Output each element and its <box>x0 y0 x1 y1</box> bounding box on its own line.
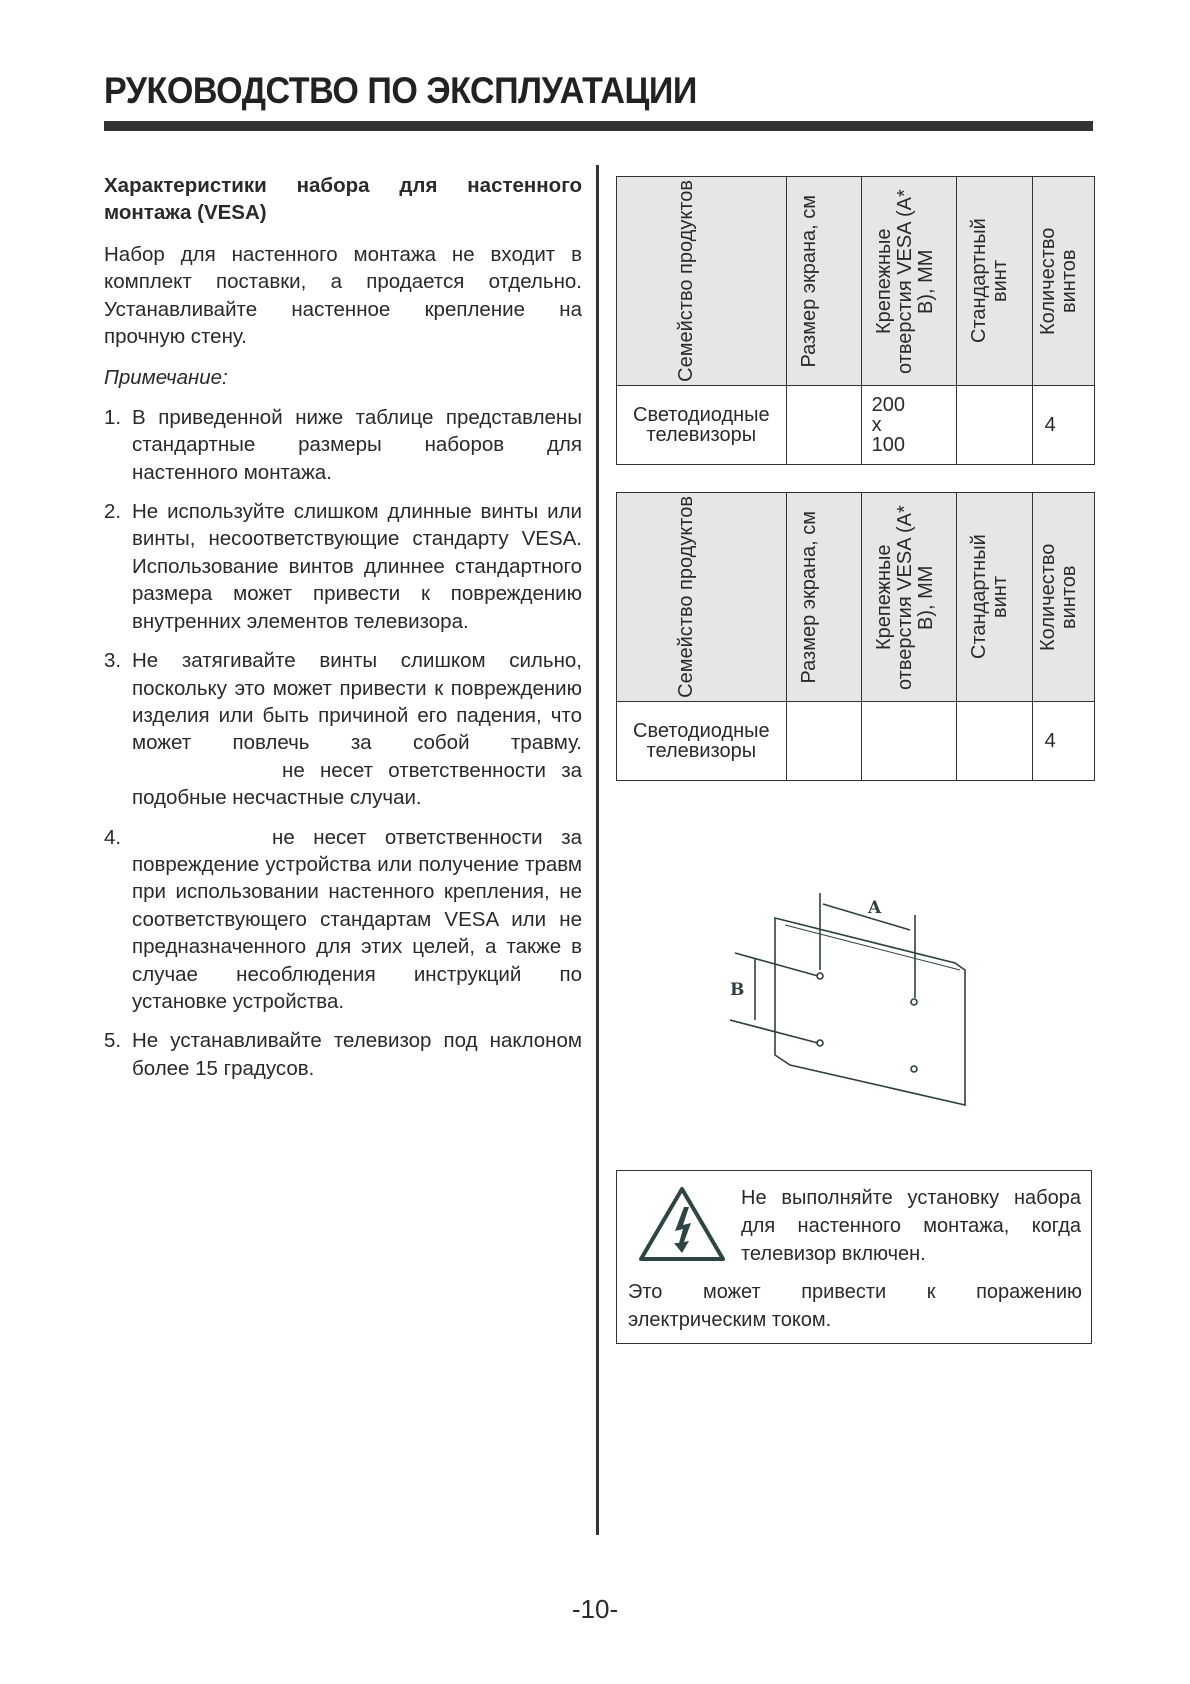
table-cell <box>786 702 861 781</box>
header-cell: Семейство продуктов <box>675 180 698 382</box>
note-label: Примечание: <box>104 366 228 390</box>
header-cell: Количество винтов <box>1037 543 1081 651</box>
table-cell <box>786 386 861 465</box>
table-cell <box>956 386 1032 465</box>
table-cell: Светодиодные телевизоры <box>617 702 787 781</box>
label-a: A <box>868 898 882 918</box>
notes-list <box>104 404 582 1082</box>
header-cell: Размер экрана, см <box>797 194 820 368</box>
header-cell: Семейство продуктов <box>675 496 698 698</box>
vesa-table-1 <box>616 176 1095 465</box>
page-number: -10- <box>571 1594 619 1624</box>
warning-box <box>616 1170 1092 1344</box>
warning-consequence: Это может привести к поражению электрическим током. <box>628 1281 1082 1331</box>
left-column <box>104 172 582 1094</box>
list-item: 1. В приведенной ниже таблице представлены стандартные размеры наборов для настенного монтажа. <box>104 405 582 484</box>
label-b: B <box>730 980 745 1000</box>
list-item: 2. Не используйте слишком длинные винты или винты, несоответствующие стандарту VESA. Использование винтов длиннее стандартного размера может привести к повреждению внутренних элементов телевизора. <box>104 500 582 633</box>
vesa-mount-diagram <box>730 870 990 1110</box>
section-heading: Характеристики набора для настенного монтажа (VESA) <box>104 174 582 225</box>
table-cell <box>861 702 956 781</box>
table-cell <box>956 702 1032 781</box>
title-underline <box>104 121 1093 131</box>
header-cell: Количество винтов <box>1037 227 1081 335</box>
intro-paragraph: Набор для настенного монтажа не входит в комплект поставки, а продается отдельно. Устанавливайте настенное крепление на прочную стену. <box>104 242 582 349</box>
header-cell: Стандартный винт <box>968 218 1012 344</box>
table-cell: 4 <box>1032 702 1094 781</box>
header-cell: Крепежные отверстия VESA (A* B), ММ <box>872 188 937 374</box>
warning-text: Не выполняйте установку набора для настенного монтажа, когда телевизор включен. <box>741 1187 1081 1265</box>
column-divider <box>596 165 599 1535</box>
header-cell: Размер экрана, см <box>797 510 820 684</box>
vesa-table-2 <box>616 492 1095 781</box>
page-title: РУКОВОДСТВО ПО ЭКСПЛУАТАЦИИ <box>104 70 697 111</box>
header-cell: Крепежные отверстия VESA (A* B), ММ <box>872 504 937 690</box>
electric-shock-warning-icon <box>637 1185 727 1265</box>
table-cell: 200 x 100 <box>861 386 956 465</box>
list-item: 5. Не устанавливайте телевизор под наклоном более 15 градусов. <box>104 1029 582 1080</box>
table-cell: Светодиодные телевизоры <box>617 386 787 465</box>
list-item: 4. не несет ответственности за повреждение устройства или получение травм при использовании настенного крепления, не соответствующего стандартам VESA или не предназначенного для этих целей, а также в случае несоблюдения инструкций по установке устройства. <box>104 825 582 1013</box>
header-cell: Стандартный винт <box>968 534 1012 660</box>
table-cell: 4 <box>1032 386 1094 465</box>
list-item: 3. Не затягивайте винты слишком сильно, поскольку это может привести к повреждению изделия или быть причиной его падения, что может повлечь за собой травму.не несет ответственности за подобные несчастные случаи. <box>104 649 582 810</box>
